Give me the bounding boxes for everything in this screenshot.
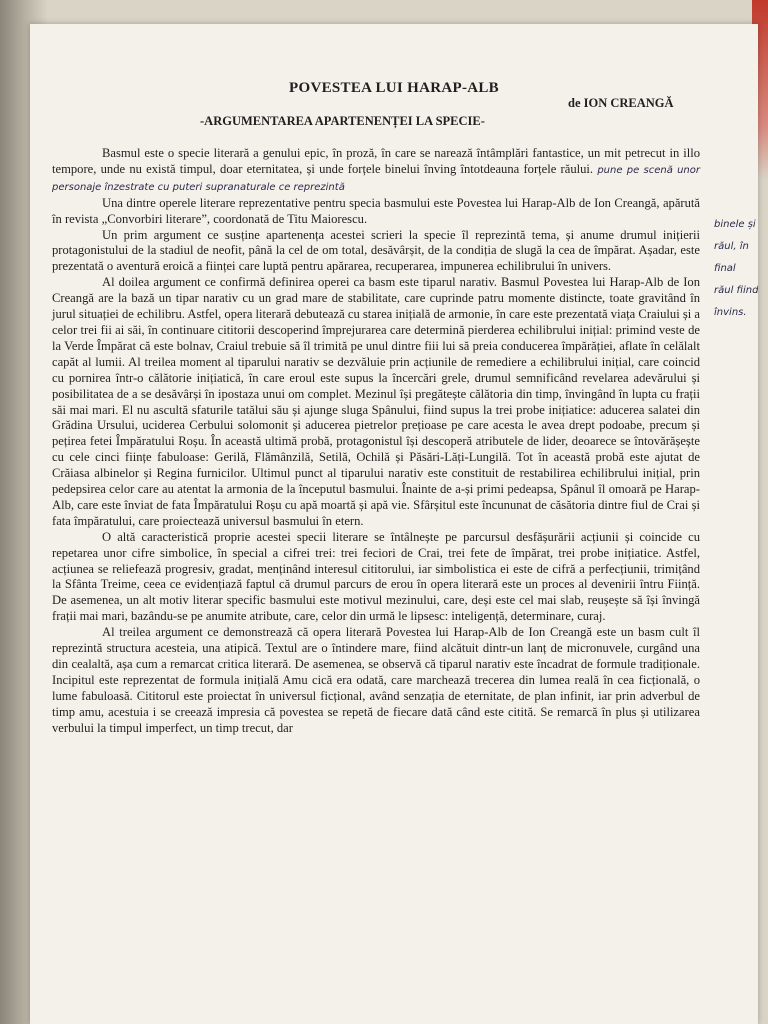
document-title: POVESTEA LUI HARAP-ALB	[289, 80, 499, 96]
document-author: de ION CREANGĂ	[568, 96, 674, 110]
document-subtitle: -ARGUMENTAREA APARTENENȚEI LA SPECIE-	[200, 114, 485, 128]
document-body	[52, 146, 700, 737]
handwritten-margin-note	[714, 214, 758, 324]
paragraph-argument-2: Al doilea argument ce confirmă definirea operei ca basm este tiparul narativ. Basmul Povestea lui Harap-Alb de Ion Creangă are la bază un tipar narativ cu un grad mare de stabilitate, care cuprinde patru momente distincte, toate gravitând în jurul situației de echilibru. Astfel, opera literară debutează cu starea inițială de armonie, în care este prezentată viața Craiului și a celor trei fii ai săi, în continuare cititorii descoperind împrejurarea care determină pierderea echilibrului inițial: primind veste de la Verde Împărat că este bolnav, Craiul trebuie să îl trimită pe unul dintre fiii lui să preia conducerea împărăției, aflate în celălalt capăt al lumii. Al treilea moment al tiparului narativ se dezvăluie prin acțiunile de remediere a echilibrului inițial, care coincid cu pornirea într-o călătorie inițiatică, în care eroul este supus la încercări grele, drumul semnificând revelarea adevărului și posibilitatea de a se desăvârși în ipostaza unui om complet. Mezinul își pregătește călătoria din timp, învingând în lupta cu frații săi mai mari. El nu ascultă sfaturile tatălui său și ajunge sluga Spânului, fiind supus la trei probe inițiatice: aducerea salatei din Grădina Ursului, uciderea Cerbului solomonit și aducerea pietrelor prețioase pe care acesta le avea drept podoabe, precum și pețirea fetei Împăratului Roșu. În această ultimă probă, protagonistul își descoperă atributele de lider, deoarece se întovărășește cu cele cinci ființe fabuloase: Gerilă, Flămânzilă, Setilă, Ochilă și Păsări-Lăți-Lungilă. Tot în această probă este ajutat de Crăiasa albinelor și Regina furnicilor. Ultimul punct al tiparului narativ este constituit de restabilirea echilibrului inițial, prin pedepsirea celor care au atentat la armonia de la începutul basmului. Înainte de a-și primi pedeapsa, Spânul îl omoară pe Harap-Alb, care este înviat de fata Împăratului Roșu cu apă moartă și apă vie. Sfârșitul este încununat de căsătoria dintre fiul de Crai și fata împăratului, care proiectează universul basmului în etern.	[52, 275, 700, 528]
paragraph-text: Basmul este o specie literară a genului epic, în proză, în care se narează întâmplări fantastice, un mit petrecut in illo tempore, unde nu există timpul, doar eternitatea, și unde forțele binelui înving întotdeauna forțele răului.	[52, 146, 700, 176]
margin-note-line: răul fiind	[714, 285, 758, 296]
paragraph-argument-1: Un prim argument ce susține apartenența acestei scrieri la specie îl reprezintă tema, și anume drumul inițierii protagonistului de la stadiul de neofit, până la cel de om total, desăvârșit, de la condiția de slugă la cea de împărat. Așadar, este prezentată o aventură eroică a ființei care luptă pentru apărarea, recuperarea, impunerea echilibrului în univers.	[52, 227, 700, 274]
margin-note-line: învins.	[714, 307, 747, 318]
margin-note-line: binele și	[714, 219, 756, 230]
handwritten-inline-note: pune pe scenă unor personaje înzestrate cu puteri supranaturale ce reprezintă	[52, 164, 700, 193]
paragraph-work: Una dintre operele literare reprezentative pentru specia basmului este Povestea lui Harap-Alb de Ion Creangă, apărută în revista „Convorbiri literare”, coordonată de Titu Maiorescu.	[52, 195, 700, 226]
margin-note-line: final	[714, 263, 736, 274]
paragraph-argument-3: Al treilea argument ce demonstrează că opera literară Povestea lui Harap-Alb de Ion Creangă este un basm cult îl reprezintă structura acesteia, una atipică. Textul are o întindere mare, fiind alcătuit dintr-un lanț de micronuvele, curgând una din cealaltă, așa cum a remarcat critica literară. De asemenea, se observă că tiparul narativ este încadrat de formule tradiționale. Incipitul este reprezentat de formula inițială Amu cică era odată, care marchează trecerea din lumea reală în cea ficțională, o lume fabuloasă. Cititorul este proiectat în universul ficțional, având senzația de eternitate, de plan infinit, iar prin adverbul de timp amu, acestuia i se creează impresia că povestea se repetă de fiecare dată când este citită. Se remarcă în plus și utilizarea verbului la timpul imperfect, un timp trecut, dar	[52, 625, 700, 735]
paragraph-intro	[52, 146, 700, 196]
document-page	[30, 24, 758, 1024]
paragraph-symbols: O altă caracteristică proprie acestei specii literare se întâlnește pe parcursul desfășurării acțiunii și coincide cu repetarea unor cifre simbolice, în special a cifrei trei: trei feciori de Crai, trei fete de împărat, trei probe inițiatice. Astfel, acțiunea se reliefează progresiv, gradat, menținând interesul cititorului, iar simbolistica ei este de cifră a perfecțiunii, trimițând la Sfânta Treime, ceea ce evidențiază faptul că drumul parcurs de erou în opera literară este un proces al devenirii întru Ființă. De asemenea, un alt motiv literar specific basmului este motivul mezinului, care, deși este cel mai slab, reușește să își învingă frații mai mari, bazându-se pe anumite atribute, care, celor din urmă le lipsesc: inteligență, determinare, curaj.	[52, 529, 700, 624]
margin-note-line: răul, în	[714, 241, 749, 252]
